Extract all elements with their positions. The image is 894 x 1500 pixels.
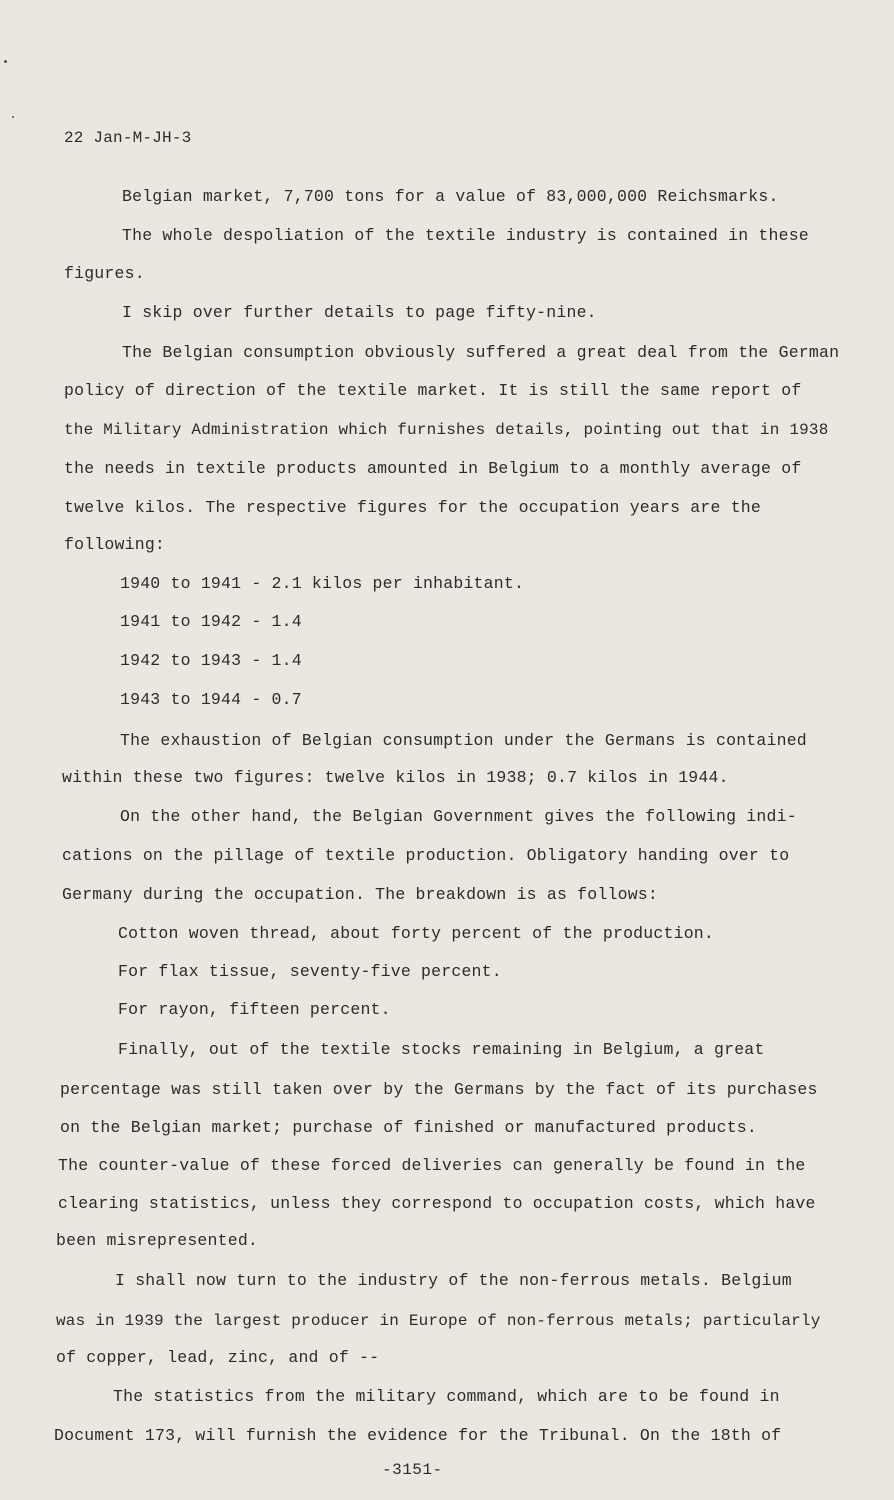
text-line: percentage was still taken over by the Germans by the fact of its purchases xyxy=(60,1080,818,1099)
text-line: cations on the pillage of textile production. Obligatory handing over to xyxy=(62,846,790,865)
text-line: The exhaustion of Belgian consumption under the Germans is contained xyxy=(120,731,807,750)
table-row: 1942 to 1943 - 1.4 xyxy=(120,651,302,670)
margin-speck xyxy=(12,116,14,118)
text-line: The counter-value of these forced deliveries can generally be found in the xyxy=(58,1156,806,1175)
page-header: 22 Jan-M-JH-3 xyxy=(64,129,192,147)
table-row: 1941 to 1942 - 1.4 xyxy=(120,612,302,631)
text-line: On the other hand, the Belgian Government gives the following indi- xyxy=(120,807,797,826)
text-line: of copper, lead, zinc, and of -- xyxy=(56,1348,380,1367)
table-row: 1943 to 1944 - 0.7 xyxy=(120,690,302,709)
text-line: was in 1939 the largest producer in Europe of non-ferrous metals; particularly xyxy=(56,1312,821,1330)
text-line: following: xyxy=(64,535,166,554)
text-line: within these two figures: twelve kilos in 1938; 0.7 kilos in 1944. xyxy=(62,768,729,787)
text-line: The statistics from the military command, which are to be found in xyxy=(113,1387,780,1406)
text-line: figures. xyxy=(64,264,145,283)
text-line: The whole despoliation of the textile industry is contained in these xyxy=(122,226,809,245)
text-line: The Belgian consumption obviously suffered a great deal from the German xyxy=(122,343,840,362)
text-line: Cotton woven thread, about forty percent of the production. xyxy=(118,924,714,943)
text-line: clearing statistics, unless they correspond to occupation costs, which have xyxy=(58,1194,816,1213)
text-line: been misrepresented. xyxy=(56,1231,259,1250)
text-line: For rayon, fifteen percent. xyxy=(118,1000,391,1019)
table-row: 1940 to 1941 - 2.1 kilos per inhabitant. xyxy=(120,574,525,593)
margin-speck xyxy=(4,60,7,63)
text-line: Germany during the occupation. The breakdown is as follows: xyxy=(62,885,658,904)
text-line: I shall now turn to the industry of the non-ferrous metals. Belgium xyxy=(115,1271,792,1290)
text-line: policy of direction of the textile market. It is still the same report of xyxy=(64,381,802,400)
text-line: I skip over further details to page fifty-nine. xyxy=(122,303,597,322)
text-line: the Military Administration which furnishes details, pointing out that in 1938 xyxy=(64,421,829,439)
text-line: twelve kilos. The respective figures for the occupation years are the xyxy=(64,498,762,517)
page-number: -3151- xyxy=(382,1461,443,1479)
text-line: on the Belgian market; purchase of finished or manufactured products. xyxy=(60,1118,758,1137)
text-line: the needs in textile products amounted in Belgium to a monthly average of xyxy=(64,459,802,478)
text-line: Finally, out of the textile stocks remaining in Belgium, a great xyxy=(118,1040,765,1059)
text-line: For flax tissue, seventy-five percent. xyxy=(118,962,502,981)
text-line: Document 173, will furnish the evidence for the Tribunal. On the 18th of xyxy=(54,1426,782,1445)
text-line: Belgian market, 7,700 tons for a value of 83,000,000 Reichsmarks. xyxy=(122,187,779,206)
